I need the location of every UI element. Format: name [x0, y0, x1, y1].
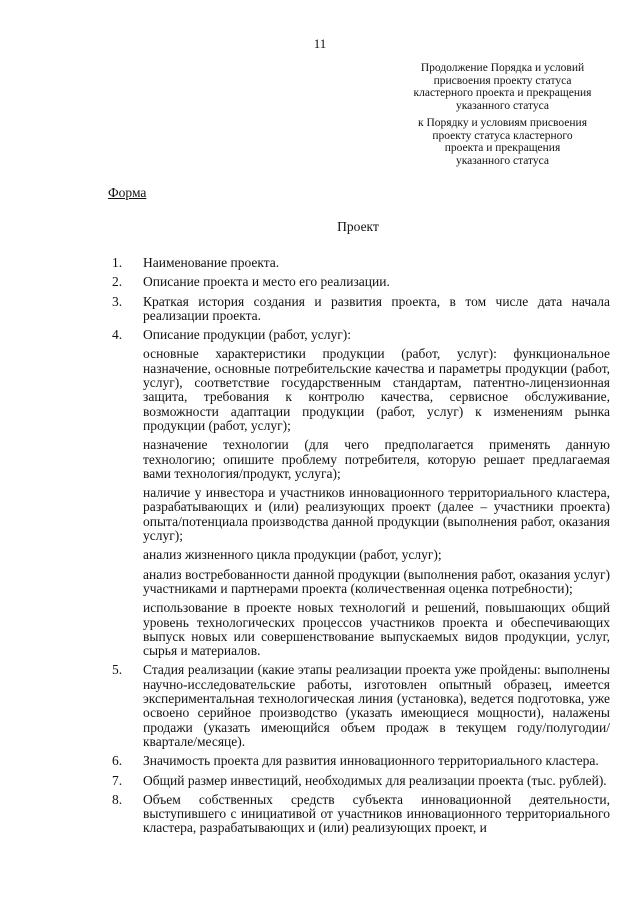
header-line: проекту статуса кластерного: [432, 129, 573, 142]
list-item: [108, 663, 610, 749]
header-line: проекта и прекращения: [444, 142, 561, 154]
item-number: 5.: [112, 662, 123, 678]
item-number: 4.: [112, 327, 123, 343]
item-number: 1.: [112, 255, 123, 270]
item-number: 7.: [112, 772, 123, 788]
item-text: Значимость проекта для развития инновационного территориального кластера.: [143, 753, 599, 769]
item-text: Описание проекта и место его реализации.: [143, 274, 390, 290]
product-description-subitems: [143, 347, 610, 658]
list-item: [108, 295, 610, 324]
subitem: основные характеристики продукции (работ, услуг): функциональное назначение, основные потребительские качества и параметры продукции (работ, услуг), соответствие государственным стандартам, патентно-лицензионная защита, требования к контролю качества, сервисное обслуживание, возможности адаптации продукции (работ, услуг) к изменениям рынка продукции (работ, услуг);: [143, 346, 610, 433]
subitem: использование в проекте новых технологий и решений, повышающих общий уровень технологических процессов участников проекта и обеспечивающих выпуск новых или совершенствование выпускаемых видов продукции, услуг, сырья и материалов.: [143, 600, 610, 659]
header-line: присвоения проекту статуса: [433, 74, 572, 87]
header-appendix-reference: [395, 117, 610, 167]
header-line: указанного статуса: [455, 154, 550, 167]
item-number: 2.: [112, 274, 123, 290]
document-body: [108, 256, 610, 841]
form-label: Форма: [108, 185, 147, 200]
item-number: 8.: [112, 791, 123, 807]
header-line: указанного статуса: [455, 99, 550, 112]
list-item: [108, 256, 610, 270]
item-text: Наименование проекта.: [143, 255, 280, 270]
item-number: 6.: [112, 753, 123, 769]
page-number: 11: [313, 36, 327, 51]
document-title: Проект: [337, 219, 379, 234]
header-continuation: [395, 62, 610, 112]
list-item: [108, 774, 610, 788]
item-number: 3.: [112, 293, 123, 309]
header-line: кластерного проекта и прекращения: [413, 87, 592, 99]
list-item: [108, 328, 610, 342]
subitem: наличие у инвестора и участников инновационного территориального кластера, разрабатывающих и (или) реализующих проект (далее – участники проекта) опыта/потенциала производства данной продукции (выполнения работ, оказания услуг);: [143, 485, 610, 544]
item-text: Объем собственных средств субъекта инновационной деятельности, выступившего с инициативой от участников инновационного территориального кластера, разрабатывающих и (или) реализующих проект, и: [143, 791, 610, 836]
item-text: Описание продукции (работ, услуг):: [143, 327, 352, 343]
list-item: [108, 754, 610, 768]
item-text: Общий размер инвестиций, необходимых для реализации проекта (тыс. рублей).: [143, 772, 607, 788]
list-item: [108, 793, 610, 836]
subitem: анализ жизненного цикла продукции (работ, услуг);: [143, 547, 442, 563]
header-line: к Порядку и условиям присвоения: [418, 117, 587, 129]
subitem: анализ востребованности данной продукции (выполнения работ, оказания услуг) участниками и партнерами проекта (количественная оценка потребности);: [143, 566, 610, 596]
header-line: Продолжение Порядка и условий: [420, 62, 585, 74]
item-text: Стадия реализации (какие этапы реализации проекта уже пройдены: выполнены научно-исследовательские работы, изготовлен опытный образец, имеется экспериментальная технологическая линия (установка), ведется подготовка, уже освоено серийное производство (указать имеющиеся мощности), налажены продажи (указать имеющийся объем продаж в текущем году/полугодии/квартале/месяце).: [143, 662, 610, 749]
subitem: назначение технологии (для чего предполагается применять данную технологию; опишите проблему потребителя, которую решает предлагаемая вами технология/продукт, услуга);: [143, 437, 610, 481]
item-text: Краткая история создания и развития проекта, в том числе дата начала реализации проекта.: [143, 293, 610, 323]
list-item: [108, 275, 610, 289]
